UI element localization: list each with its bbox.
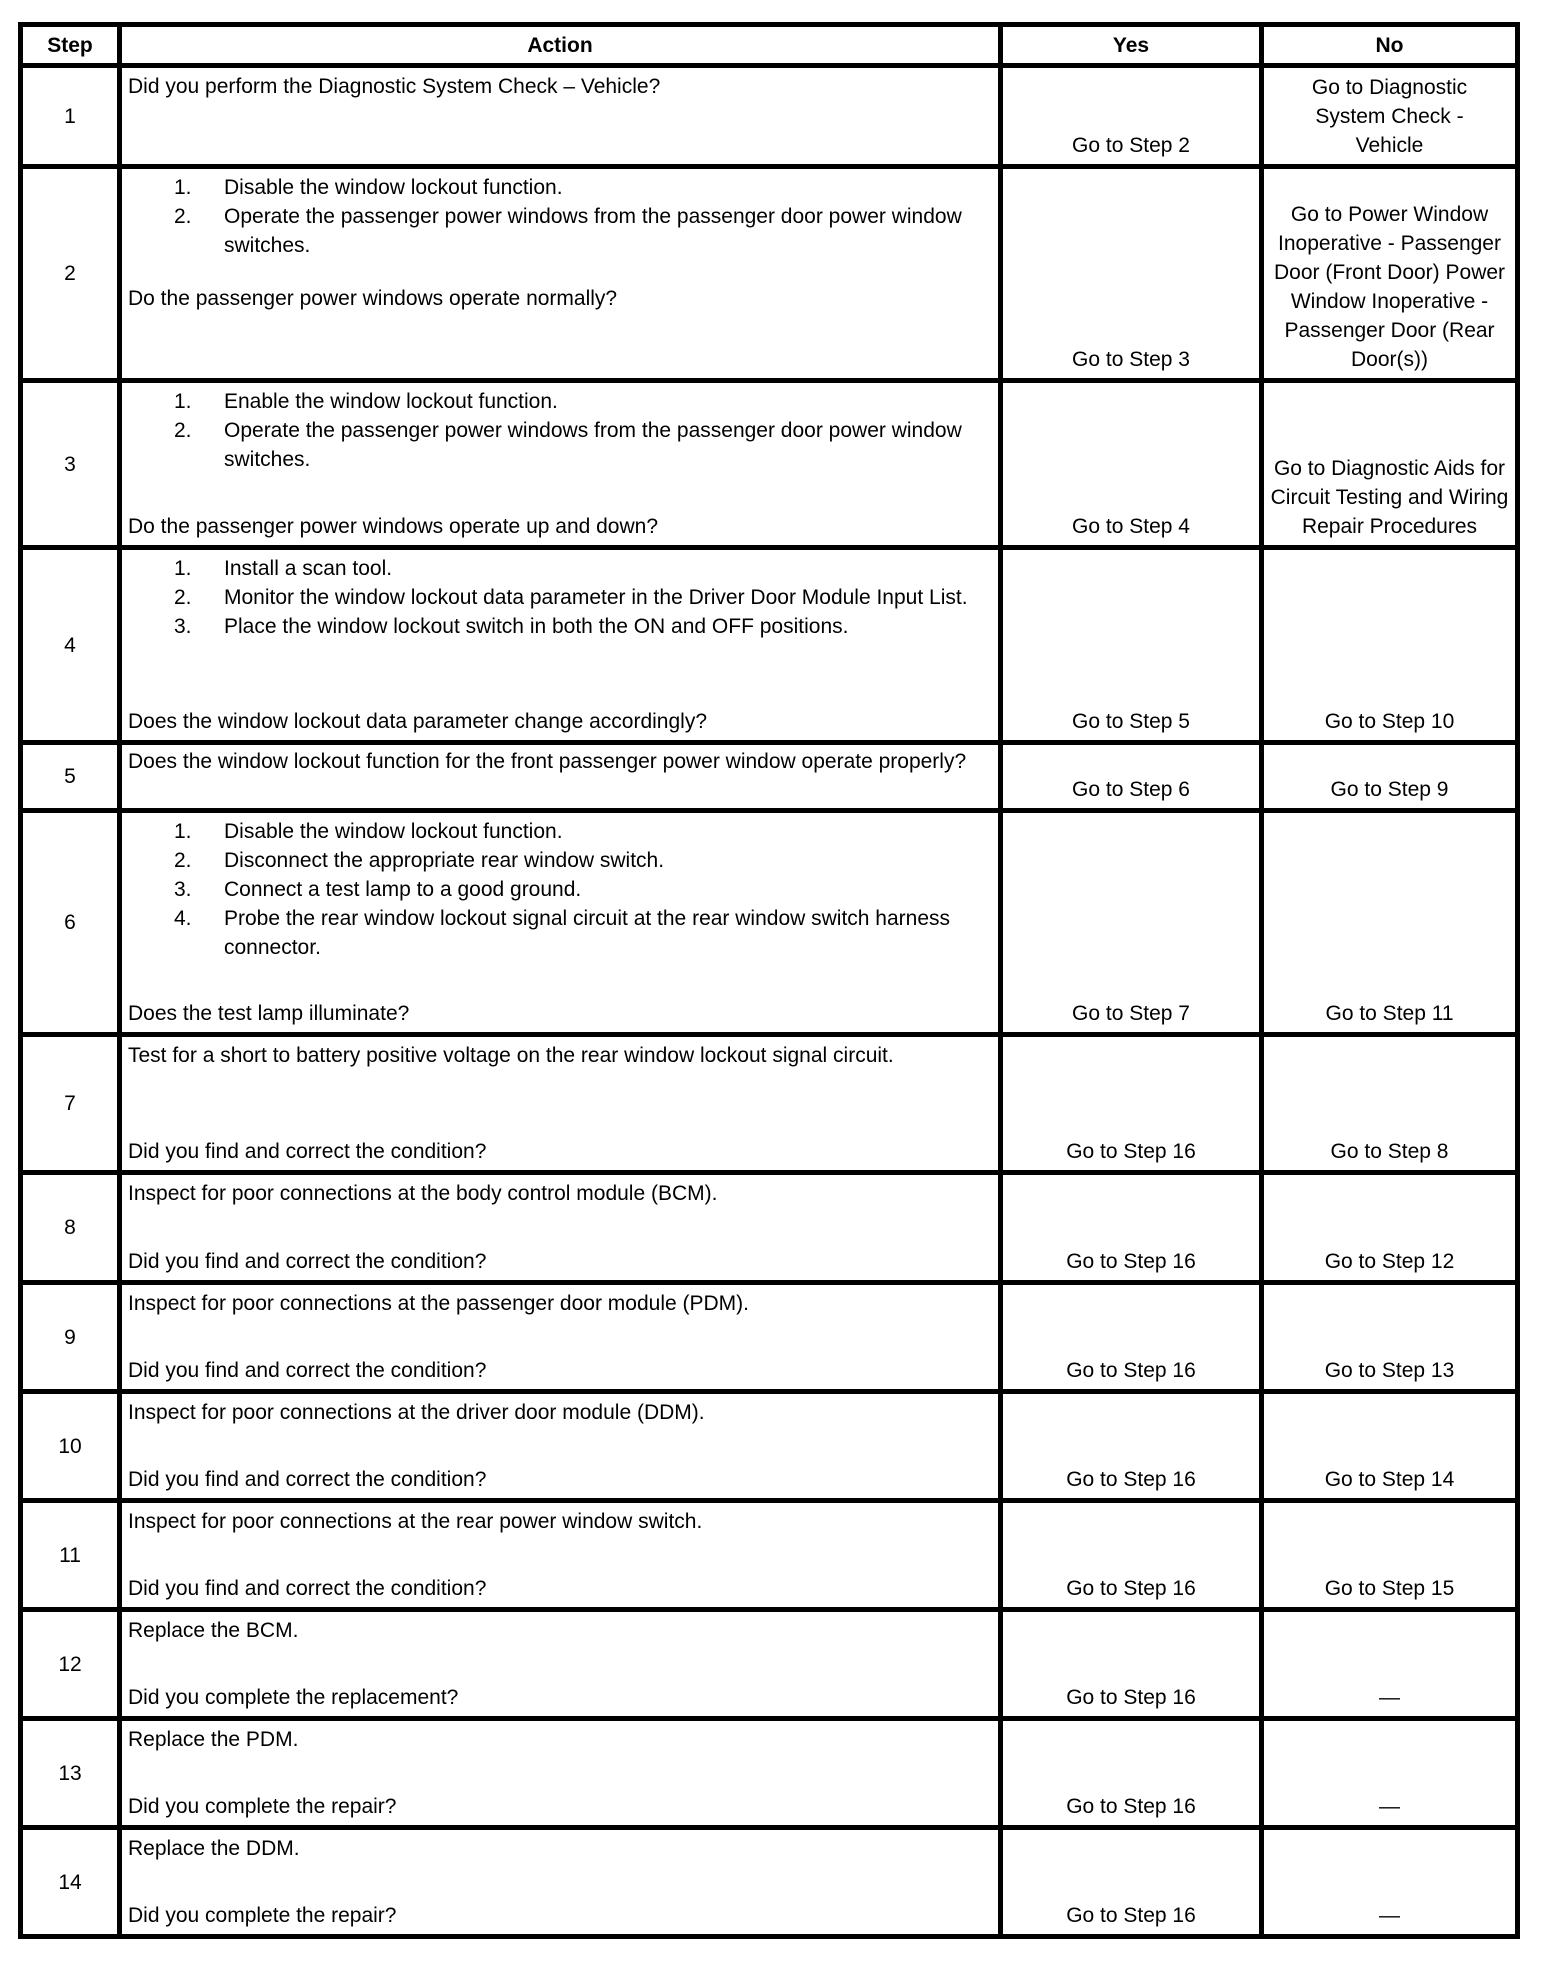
action-step-item: 3. Place the window lockout switch in both the ON and OFF positions. [174, 615, 849, 638]
action-question: Did you find and correct the condition? [128, 1140, 487, 1163]
action-instruction: Inspect for poor connections at the passenger door module (PDM). [128, 1292, 749, 1315]
action-question: Did you find and correct the condition? [128, 1250, 487, 1273]
action-cell [122, 1285, 1003, 1389]
no-cell: — [1379, 1795, 1400, 1818]
action-steps-list [128, 817, 992, 962]
action-cell [122, 1037, 1003, 1170]
table-row [23, 68, 1515, 169]
action-step-item: 1. Enable the window lockout function. [174, 390, 558, 413]
action-step-item: 1. Install a scan tool. [174, 557, 393, 580]
action-step-item: 2. Monitor the window lockout data parameter in the Driver Door Module Input List. [174, 586, 968, 609]
step-number: 9 [23, 1285, 122, 1389]
no-cell: Go to Step 8 [1330, 1140, 1449, 1163]
no-cell: Go to Diagnostic System Check - Vehicle [1311, 76, 1468, 157]
action-question: Do the passenger power windows operate normally? [128, 287, 618, 310]
yes-cell: Go to Step 2 [1003, 68, 1264, 164]
no-cell: Go to Step 9 [1330, 778, 1449, 801]
yes-cell: Go to Step 3 [1003, 169, 1264, 378]
action-question: Did you find and correct the condition? [128, 1577, 487, 1600]
action-step-item: 1. Disable the window lockout function. [174, 176, 563, 199]
action-cell [122, 383, 1003, 545]
action-instruction: Inspect for poor connections at the body control module (BCM). [128, 1182, 718, 1205]
diagnostic-table [18, 22, 1520, 1939]
no-cell: Go to Step 14 [1324, 1468, 1455, 1491]
action-cell [122, 68, 1003, 164]
action-steps-list [128, 554, 992, 641]
action-question: Did you complete the repair? [128, 1904, 397, 1927]
action-step-item: 2. Operate the passenger power windows from the passenger door power window switches. [174, 419, 962, 471]
step-number: 12 [23, 1612, 122, 1716]
yes-cell: Go to Step 16 [1003, 1503, 1264, 1607]
step-number: 8 [23, 1175, 122, 1280]
table-row [23, 1285, 1515, 1394]
step-number: 6 [23, 813, 122, 1032]
no-cell: Go to Power Window Inoperative - Passenger Door (Front Door) Power Window Inoperative - Passenger Door (Rear Door(s)) [1273, 203, 1506, 371]
action-instruction: Replace the BCM. [128, 1619, 299, 1642]
action-steps-list [128, 387, 992, 474]
table-row [23, 1175, 1515, 1285]
step-number: 14 [23, 1830, 122, 1934]
action-question: Did you find and correct the condition? [128, 1468, 487, 1491]
no-cell: Go to Diagnostic Aids for Circuit Testing and Wiring Repair Procedures [1270, 457, 1509, 538]
action-question: Did you complete the replacement? [128, 1686, 459, 1709]
action-cell [122, 745, 1003, 808]
no-cell: Go to Step 10 [1324, 710, 1455, 733]
action-cell [122, 1503, 1003, 1607]
table-header-row [23, 27, 1515, 68]
header-no: No [1375, 33, 1404, 57]
action-cell [122, 1175, 1003, 1280]
yes-cell: Go to Step 16 [1003, 1394, 1264, 1498]
yes-cell: Go to Step 16 [1003, 1612, 1264, 1716]
action-step-item: 1. Disable the window lockout function. [174, 820, 563, 843]
action-question: Did you perform the Diagnostic System Check – Vehicle? [128, 75, 661, 98]
table-row [23, 1394, 1515, 1503]
step-number: 4 [23, 550, 122, 740]
action-cell [122, 1612, 1003, 1716]
action-cell [122, 1721, 1003, 1825]
action-instruction: Replace the DDM. [128, 1837, 300, 1860]
yes-cell: Go to Step 7 [1003, 813, 1264, 1032]
table-row [23, 745, 1515, 813]
yes-cell: Go to Step 16 [1003, 1830, 1264, 1934]
action-question: Does the test lamp illuminate? [128, 1002, 410, 1025]
table-row [23, 1503, 1515, 1612]
step-number: 7 [23, 1037, 122, 1170]
action-instruction: Test for a short to battery positive voltage on the rear window lockout signal circuit. [128, 1044, 894, 1067]
table-row [23, 550, 1515, 745]
step-number: 10 [23, 1394, 122, 1498]
no-cell: — [1379, 1686, 1400, 1709]
step-number: 2 [23, 169, 122, 378]
yes-cell: Go to Step 16 [1003, 1721, 1264, 1825]
step-number: 11 [23, 1503, 122, 1607]
table-row [23, 169, 1515, 383]
table-row [23, 383, 1515, 550]
action-question: Did you find and correct the condition? [128, 1359, 487, 1382]
step-number: 1 [23, 68, 122, 164]
action-step-item: 3. Connect a test lamp to a good ground. [174, 878, 582, 901]
action-cell [122, 550, 1003, 740]
yes-cell: Go to Step 16 [1003, 1037, 1264, 1170]
no-cell: Go to Step 12 [1324, 1250, 1455, 1273]
action-step-item: 4. Probe the rear window lockout signal circuit at the rear window switch harness connector. [174, 907, 951, 959]
header-yes: Yes [1003, 27, 1264, 63]
yes-cell: Go to Step 4 [1003, 383, 1264, 545]
yes-cell: Go to Step 16 [1003, 1175, 1264, 1280]
no-cell: Go to Step 13 [1324, 1359, 1455, 1382]
table-row [23, 1830, 1515, 1934]
action-question: Does the window lockout data parameter change accordingly? [128, 710, 708, 733]
action-question: Does the window lockout function for the front passenger power window operate properly? [128, 750, 967, 773]
yes-cell: Go to Step 5 [1003, 550, 1264, 740]
action-cell [122, 1830, 1003, 1934]
step-number: 3 [23, 383, 122, 545]
action-instruction: Inspect for poor connections at the driver door module (DDM). [128, 1401, 705, 1424]
header-step: Step [23, 27, 122, 63]
action-step-item: 2. Operate the passenger power windows from the passenger door power window switches. [174, 205, 962, 257]
action-cell [122, 813, 1003, 1032]
action-question: Do the passenger power windows operate up and down? [128, 515, 659, 538]
table-row [23, 1721, 1515, 1830]
yes-cell: Go to Step 6 [1003, 745, 1264, 808]
action-question: Did you complete the repair? [128, 1795, 397, 1818]
no-cell: Go to Step 15 [1324, 1577, 1455, 1600]
action-cell [122, 1394, 1003, 1498]
table-row [23, 813, 1515, 1037]
table-row [23, 1037, 1515, 1175]
table-row [23, 1612, 1515, 1721]
no-cell: Go to Step 11 [1325, 1002, 1454, 1025]
action-steps-list [128, 173, 992, 260]
step-number: 5 [23, 745, 122, 808]
action-step-item: 2. Disconnect the appropriate rear window switch. [174, 849, 665, 872]
header-action: Action [122, 27, 1003, 63]
action-instruction: Inspect for poor connections at the rear power window switch. [128, 1510, 703, 1533]
step-number: 13 [23, 1721, 122, 1825]
action-instruction: Replace the PDM. [128, 1728, 299, 1751]
no-cell: — [1379, 1904, 1400, 1927]
yes-cell: Go to Step 16 [1003, 1285, 1264, 1389]
action-cell [122, 169, 1003, 378]
